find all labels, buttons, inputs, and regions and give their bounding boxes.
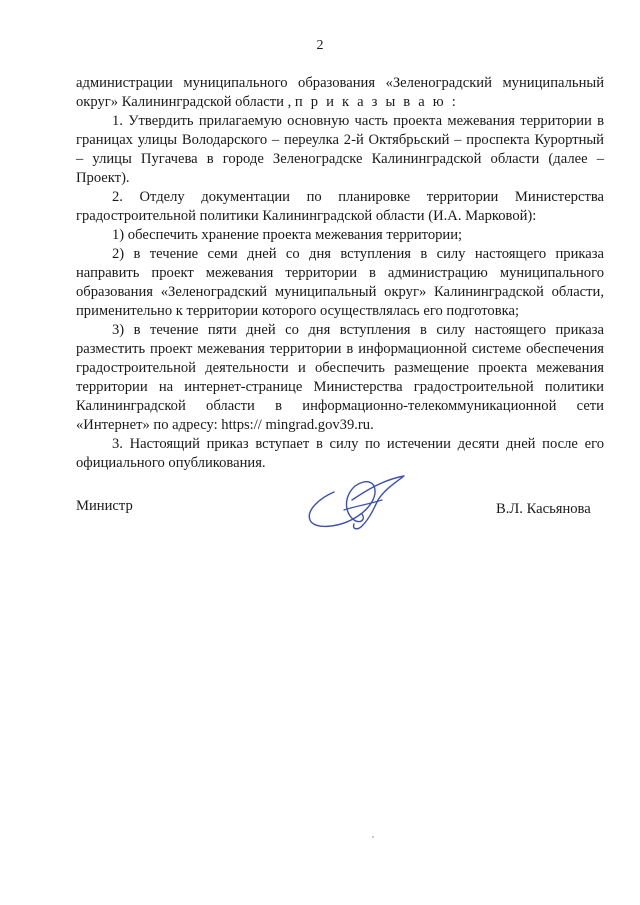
scan-speck (372, 836, 374, 838)
intro-paragraph (76, 74, 604, 112)
clause-2: 2. Отделу документации по планировке территории Министерства градостроительной политики Калининградской области (И.А. Марковой): (76, 189, 604, 224)
clause-3: 3. Настоящий приказ вступает в силу по истечении десяти дней после его официального опубликования. (76, 436, 604, 471)
page-number: 2 (316, 38, 324, 53)
handwritten-signature (300, 470, 410, 532)
clause-2-item-2: 2) в течение семи дней со дня вступления в силу настоящего приказа направить проект межевания территории в администрацию муниципального образования «Зеленоградский муниципальный округ» Калининградской области, применительно к территории которого осуществлялась его подготовка; (76, 246, 604, 319)
clause-2-item-3: 3) в течение пяти дней со дня вступления в силу настоящего приказа разместить проект межевания территории в информационной системе обеспечения градостроительной деятельности и обеспечить размещение проекта межевания территории на интернет-странице Министерства градостроительной политики Калининградской области в информационно-телекоммуникационной сети «Интернет» по адресу: https:// mingrad.gov39.ru. (76, 322, 604, 433)
intro-text: администрации муниципального образования «Зеленоградский муниципальный округ» Калининградской области , (76, 75, 604, 110)
signature-block (0, 470, 640, 550)
signer-name: В.Л. Касьянова (496, 501, 591, 517)
order-keyword: п р и к а з ы в а ю : (294, 94, 458, 110)
signer-title: Министр (76, 498, 133, 514)
clause-2-item-1: 1) обеспечить хранение проекта межевания территории; (112, 227, 463, 243)
clause-1: 1. Утвердить прилагаемую основную часть проекта межевания территории в границах улицы Володарского – переулка 2-й Октябрьский – проспекта Курортный – улицы Пугачева в городе Зеленоградске Калининградской области (далее – Проект). (76, 113, 604, 186)
document-body (76, 74, 604, 473)
